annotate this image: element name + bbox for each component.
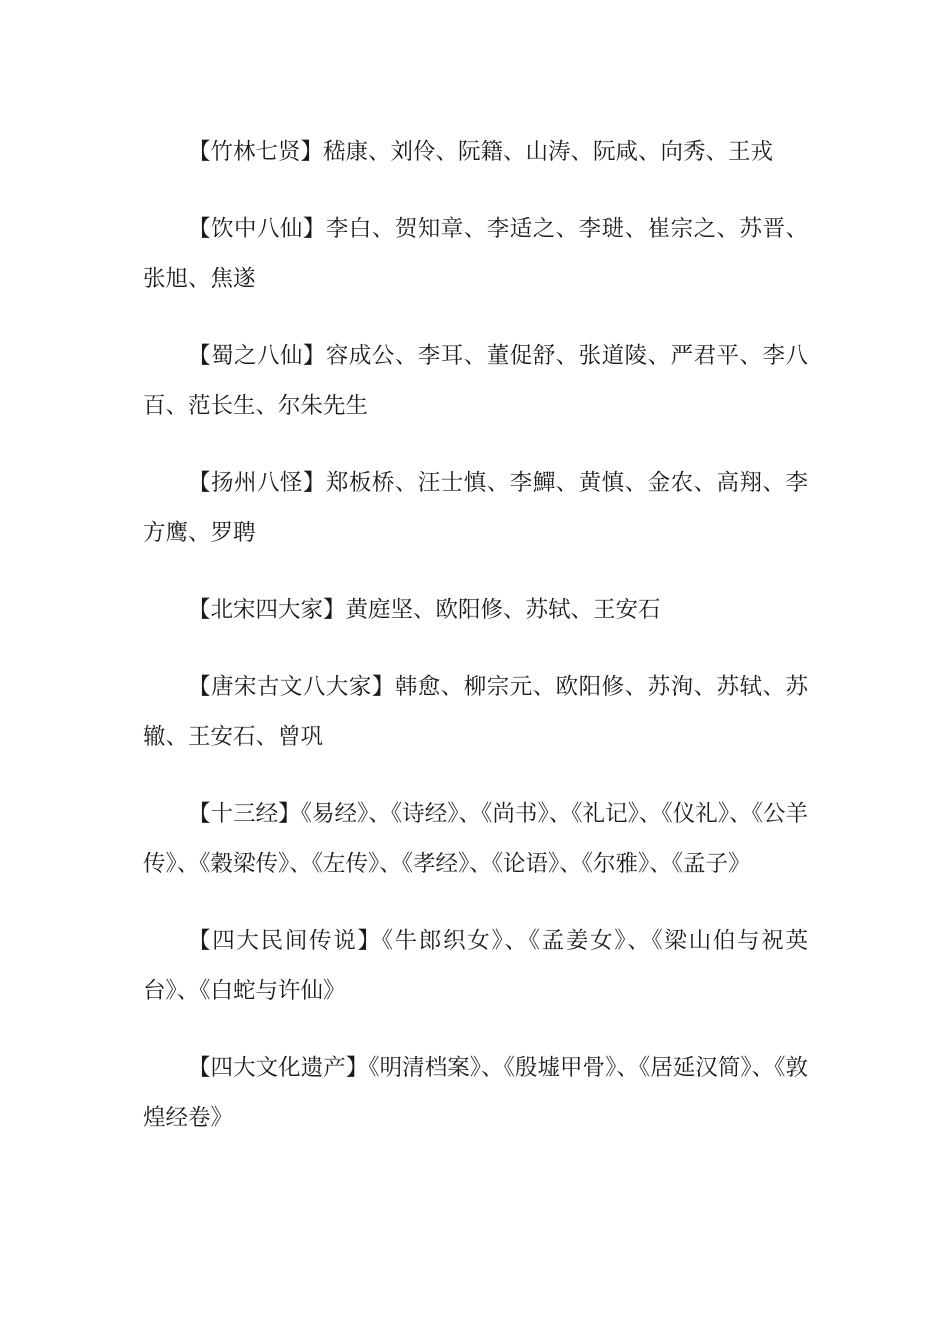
document-body	[143, 127, 808, 1170]
paragraph-zhulin-qixian: 【竹林七贤】嵇康、刘伶、阮籍、山涛、阮咸、向秀、王戎	[188, 139, 774, 165]
paragraph-sida-minjian-chuanshuo: 【四大民间传说】《牛郎织女》、《孟姜女》、《梁山伯与祝英台》、《白蛇与许仙》	[143, 928, 808, 1004]
paragraph-yangzhou-baguai: 【扬州八怪】郑板桥、汪士慎、李鱓、黄慎、金农、高翔、李方鹰、罗聘	[143, 470, 808, 546]
paragraph-yinzhong-baxian: 【饮中八仙】李白、贺知章、李适之、李琎、崔宗之、苏晋、张旭、焦遂	[143, 216, 808, 292]
paragraph-beisong-sidajia: 【北宋四大家】黄庭坚、欧阳修、苏轼、王安石	[188, 597, 661, 623]
paragraph-shuzhi-baxian: 【蜀之八仙】容成公、李耳、董促舒、张道陵、严君平、李八百、范长生、尔朱先生	[143, 343, 808, 419]
paragraph-sida-wenhua-yichan: 【四大文化遗产】《明清档案》、《殷墟甲骨》、《居延汉简》、《敦煌经卷》	[143, 1055, 808, 1131]
paragraph-tangsong-badajia: 【唐宋古文八大家】韩愈、柳宗元、欧阳修、苏洵、苏轼、苏辙、王安石、曾巩	[143, 674, 808, 750]
paragraph-shisanjing: 【十三经】《易经》、《诗经》、《尚书》、《礼记》、《仪礼》、《公羊传》、《穀梁传》、《左传》、《孝经》、《论语》、《尔雅》、《孟子》	[143, 801, 808, 877]
